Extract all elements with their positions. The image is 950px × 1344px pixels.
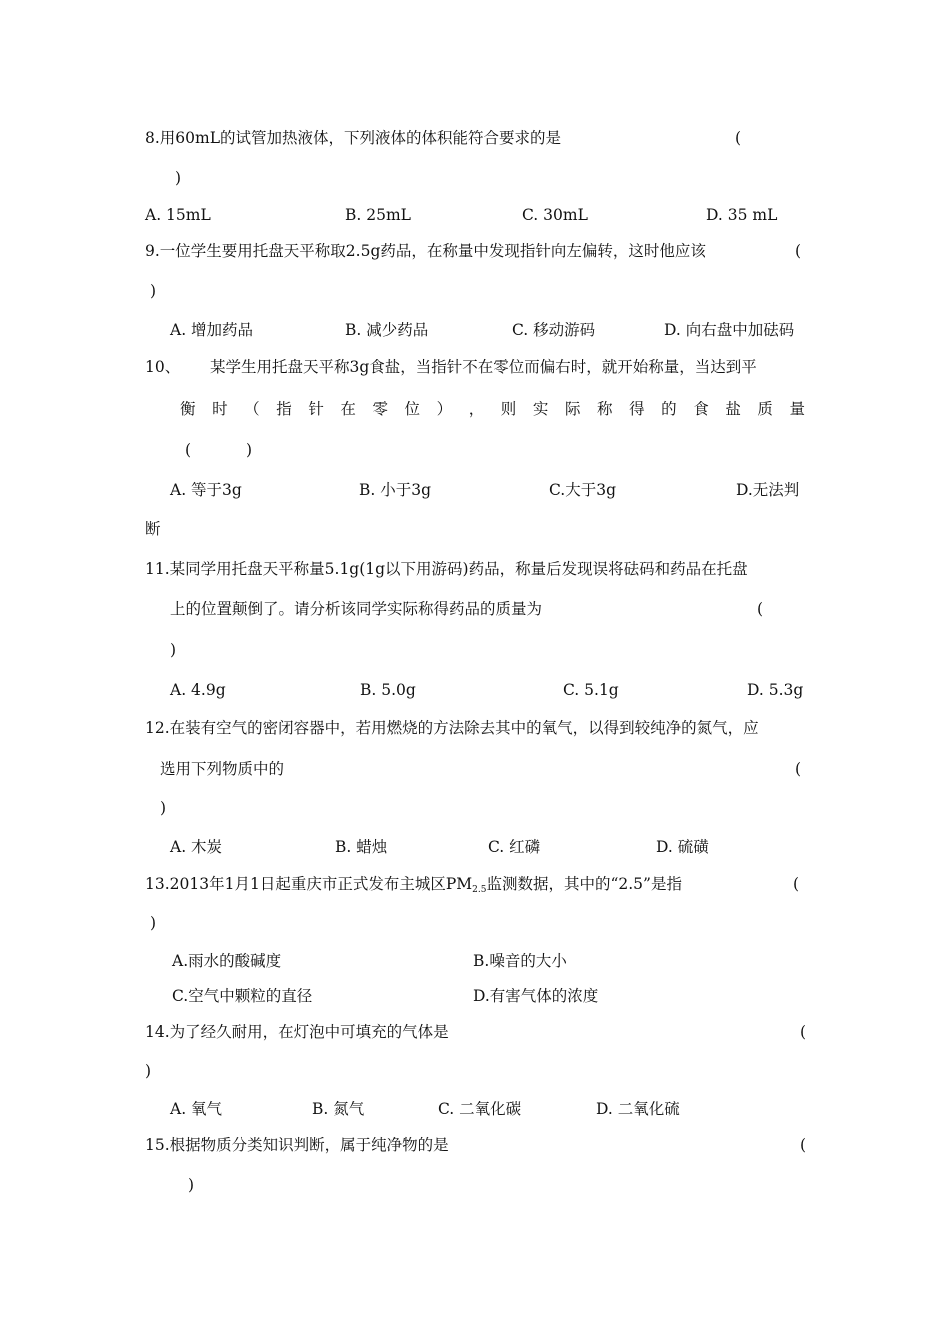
q9-paren-close: ) — [150, 282, 157, 300]
q11-paren-close: ) — [170, 641, 177, 659]
q13-stem — [145, 874, 682, 897]
q8-paren-close: ) — [175, 169, 182, 187]
q10-stem-char: 际 — [564, 400, 581, 418]
q14-option-c: C. 二氧化碳 — [438, 1100, 522, 1118]
q10-stem-char: 位 — [404, 400, 421, 418]
q14-paren-close: ) — [145, 1062, 152, 1080]
q11-paren-open: ( — [757, 600, 764, 618]
q10-stem-line2 — [180, 399, 805, 419]
q11-option-b: B. 5.0g — [360, 681, 416, 699]
q8-option-d: D. 35 mL — [706, 206, 778, 224]
q13-option-c: C.空气中颗粒的直径 — [172, 987, 313, 1005]
q11-stem-line1: 11.某同学用托盘天平称量5.1g(1g以下用游码)药品，称量后发现误将砝码和药品在托盘 — [145, 560, 748, 578]
q10-option-b: B. 小于3g — [359, 481, 432, 499]
q9-option-c: C. 移动游码 — [512, 321, 596, 339]
q8-option-a: A. 15mL — [145, 206, 211, 224]
q12-option-a: A. 木炭 — [170, 838, 223, 856]
q11-option-a: A. 4.9g — [170, 681, 226, 699]
q10-stem-char: 食 — [693, 400, 709, 418]
q10-stem-char: 称 — [597, 400, 613, 418]
q12-option-d: D. 硫磺 — [656, 838, 709, 856]
q10-option-a: A. 等于3g — [170, 481, 242, 499]
q13-paren-open: ( — [793, 875, 800, 893]
q14-option-d: D. 二氧化硫 — [596, 1100, 680, 1118]
q10-stem-char: 在 — [340, 400, 356, 418]
q10-stem-char: 衡 — [180, 400, 196, 418]
q10-stem-char: 实 — [532, 400, 549, 418]
q13-option-d: D.有害气体的浓度 — [473, 987, 599, 1005]
q10-stem-char: 零 — [372, 400, 388, 418]
q10-stem-char: 盐 — [725, 400, 741, 418]
q14-option-b: B. 氮气 — [312, 1100, 365, 1118]
q9-option-b: B. 减少药品 — [345, 321, 429, 339]
q8-option-c: C. 30mL — [522, 206, 588, 224]
q9-option-d: D. 向右盘中加砝码 — [664, 321, 795, 339]
q9-paren-open: ( — [795, 242, 802, 260]
q12-paren-close: ) — [160, 799, 167, 817]
q15-stem: 15.根据物质分类知识判断，属于纯净物的是 — [145, 1136, 449, 1154]
q8-option-b: B. 25mL — [345, 206, 411, 224]
q12-stem-line1: 12.在装有空气的密闭容器中，若用燃烧的方法除去其中的氧气，以得到较纯净的氮气，应 — [145, 719, 759, 737]
q13-stem-after: 监测数据，其中的“2.5”是指 — [486, 875, 682, 893]
q11-option-d: D. 5.3g — [747, 681, 804, 699]
q13-stem-before: 13.2013年1月1日起重庆市正式发布主城区PM — [145, 875, 473, 893]
q14-stem: 14.为了经久耐用，在灯泡中可填充的气体是 — [145, 1023, 449, 1041]
q10-stem-char: ） — [436, 400, 453, 418]
q8-stem: 8.用60mL的试管加热液体，下列液体的体积能符合要求的是 — [145, 129, 562, 147]
q8-paren-open: ( — [735, 129, 742, 147]
q9-option-a: A. 增加药品 — [170, 321, 254, 339]
q12-stem-line2: 选用下列物质中的 — [160, 760, 285, 778]
q10-stem-char: ， — [468, 400, 485, 418]
q10-stem-char: 的 — [661, 400, 677, 418]
q12-paren-open: ( — [795, 760, 802, 778]
q11-stem-line2: 上的位置颠倒了。请分析该同学实际称得药品的质量为 — [170, 600, 543, 618]
q10-stem-line1: 某学生用托盘天平称3g食盐，当指针不在零位而偏右时，就开始称量，当达到平 — [210, 358, 757, 376]
q12-option-c: C. 红磷 — [488, 838, 541, 856]
q9-stem: 9.一位学生要用托盘天平称取2.5g药品，在称量中发现指针向左偏转，这时他应该 — [145, 242, 706, 260]
q10-stem-char: 指 — [276, 400, 292, 418]
q13-stem-subscript: 2.5 — [472, 885, 487, 895]
q14-option-a: A. 氧气 — [170, 1100, 223, 1118]
q10-option-c: C.大于3g — [549, 481, 617, 499]
q10-stem-char: 针 — [308, 400, 324, 418]
q12-option-b: B. 蜡烛 — [335, 838, 388, 856]
q10-paren-close: ) — [246, 441, 253, 459]
q13-paren-close: ) — [150, 914, 157, 932]
q13-option-a: A.雨水的酸碱度 — [172, 952, 282, 970]
q10-option-d: D.无法判 — [736, 481, 800, 499]
q13-option-b: B.噪音的大小 — [473, 952, 567, 970]
q15-paren-close: ) — [188, 1176, 195, 1194]
q10-option-wrap: 断 — [145, 520, 161, 538]
q10-stem-char: 时 — [212, 400, 228, 418]
q10-paren-open: ( — [185, 441, 192, 459]
q10-stem-char: 质 — [757, 400, 773, 418]
q11-option-c: C. 5.1g — [563, 681, 619, 699]
q15-paren-open: ( — [800, 1136, 807, 1154]
q10-stem-char: 量 — [789, 400, 805, 418]
q10-stem-char: 则 — [500, 400, 517, 418]
q10-number: 10、 — [145, 358, 181, 376]
q10-stem-char: 得 — [629, 400, 645, 418]
q14-paren-open: ( — [800, 1023, 807, 1041]
q10-stem-char: （ — [244, 400, 260, 418]
